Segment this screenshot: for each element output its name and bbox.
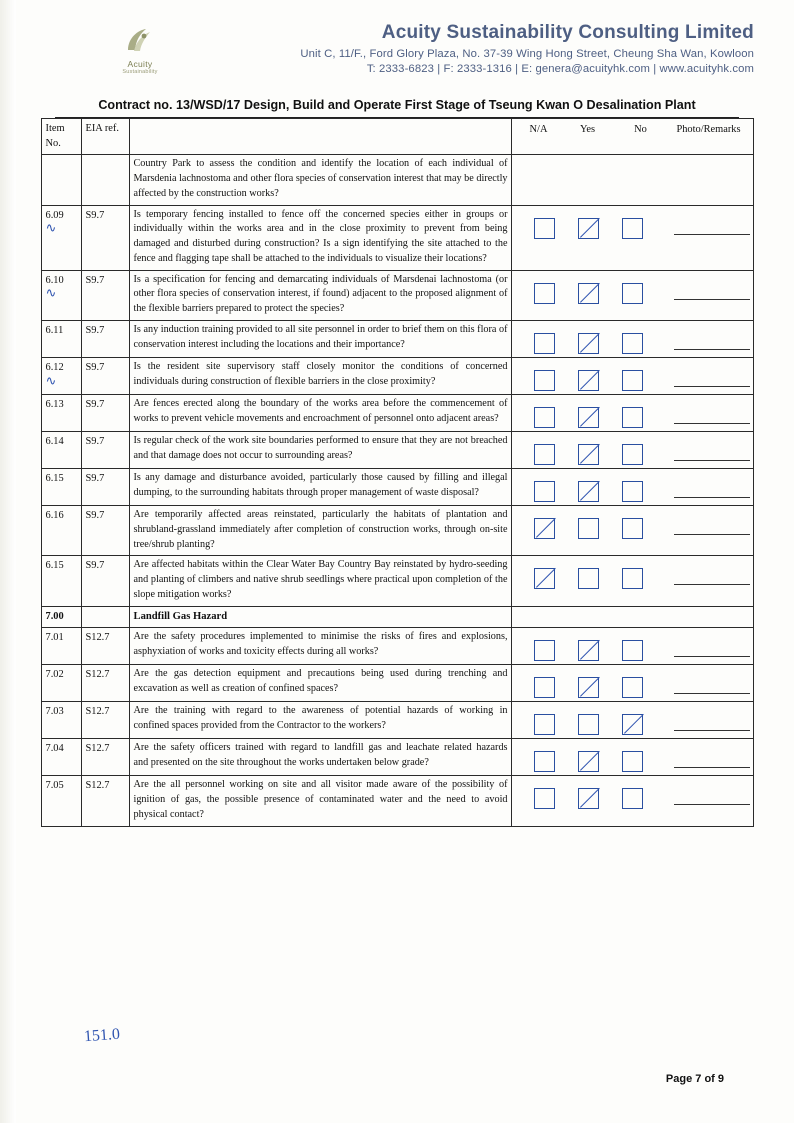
cell-description bbox=[129, 205, 511, 270]
photo-remarks-line[interactable] bbox=[674, 718, 750, 731]
cell-description bbox=[129, 702, 511, 739]
description-line: conservation interest including the locations and their importance? bbox=[133, 338, 405, 350]
checkbox-yes[interactable] bbox=[578, 283, 599, 304]
checkbox-na[interactable] bbox=[534, 370, 555, 391]
cell-answers bbox=[511, 155, 753, 205]
handwritten-note: 151.0 bbox=[83, 1025, 121, 1046]
item-no-text: 7.02 bbox=[45, 669, 64, 681]
checkbox-no[interactable] bbox=[622, 481, 643, 502]
firm-name: Acuity Sustainability Consulting Limited bbox=[381, 22, 754, 43]
checkbox-no[interactable] bbox=[622, 714, 643, 735]
cell-answers bbox=[511, 357, 753, 394]
cell-eia-ref bbox=[81, 628, 129, 665]
photo-remarks-line[interactable] bbox=[674, 644, 750, 657]
cell-answers bbox=[511, 431, 753, 468]
cell-answers bbox=[511, 270, 753, 320]
photo-remarks-line[interactable] bbox=[674, 222, 750, 235]
description-line: Are the safety officers trained with regard to landfill gas and leachate related hazards bbox=[133, 742, 508, 754]
cell-eia-ref bbox=[81, 556, 129, 606]
eia-ref-text: S9.7 bbox=[85, 274, 105, 286]
description-line: Are affected habitats within the Clear Water Bay Country Bay reinstated by hydro-seeding bbox=[133, 559, 508, 571]
checkbox-na[interactable] bbox=[534, 640, 555, 661]
checkbox-na[interactable] bbox=[534, 677, 555, 698]
checkbox-yes[interactable] bbox=[578, 333, 599, 354]
logo-text-sub: Sustainability bbox=[122, 69, 158, 75]
cell-item-no bbox=[41, 606, 81, 628]
description-line: individually within the works area and in the close proximity to prevent from being bbox=[133, 223, 508, 235]
checkbox-no[interactable] bbox=[622, 751, 643, 772]
cell-description bbox=[129, 320, 511, 357]
checkbox-na[interactable] bbox=[534, 714, 555, 735]
cell-item-no bbox=[41, 468, 81, 505]
photo-remarks-line[interactable] bbox=[674, 411, 750, 424]
cell-eia-ref bbox=[81, 394, 129, 431]
photo-remarks-line[interactable] bbox=[674, 572, 750, 585]
eia-ref-text: S9.7 bbox=[85, 361, 105, 373]
description-line: physical contact? bbox=[133, 809, 204, 820]
cell-description bbox=[129, 357, 511, 394]
checkbox-yes[interactable] bbox=[578, 568, 599, 589]
page-number: Page 7 of 9 bbox=[665, 1073, 724, 1085]
photo-remarks-line[interactable] bbox=[674, 792, 750, 805]
item-no-text: 7.05 bbox=[45, 780, 64, 792]
photo-remarks-line[interactable] bbox=[674, 337, 750, 350]
eia-ref-text: S9.7 bbox=[85, 324, 105, 336]
eia-ref-text: S12.7 bbox=[85, 632, 110, 644]
description-line: Are temporarily affected areas reinstated, particularly the habitats of plantation and bbox=[133, 508, 508, 520]
checkbox-na[interactable] bbox=[534, 568, 555, 589]
description-line: Is any damage and disturbance avoided, particularly those caused by filling and illegal bbox=[133, 471, 508, 483]
table-row bbox=[41, 606, 753, 628]
item-no-text: 6.12 bbox=[45, 361, 64, 373]
cell-eia-ref bbox=[81, 606, 129, 628]
description-line: affected by the construction works? bbox=[133, 187, 279, 199]
checkbox-na[interactable] bbox=[534, 333, 555, 354]
checkbox-no[interactable] bbox=[622, 677, 643, 698]
description-line: and that damage does not occur to surrounding areas? bbox=[133, 449, 353, 461]
table-row bbox=[41, 468, 753, 505]
checkbox-yes[interactable] bbox=[578, 788, 599, 809]
header-item-label: Item bbox=[45, 123, 65, 134]
description-line: Is regular check of the work site boundaries performed to ensure that they are not breached bbox=[133, 434, 508, 446]
cell-answers bbox=[511, 776, 753, 826]
checkbox-no[interactable] bbox=[622, 333, 643, 354]
cell-eia-ref bbox=[81, 702, 129, 739]
page-footer bbox=[0, 1073, 794, 1085]
checkbox-no[interactable] bbox=[622, 370, 643, 391]
checkbox-na[interactable] bbox=[534, 407, 555, 428]
cell-answers bbox=[511, 606, 753, 628]
table-row bbox=[41, 270, 753, 320]
company-logo bbox=[108, 24, 172, 82]
handwritten-check-mark: ∿ bbox=[45, 372, 57, 388]
table-row bbox=[41, 556, 753, 606]
checkbox-na[interactable] bbox=[534, 751, 555, 772]
item-no-text: 6.16 bbox=[45, 509, 64, 521]
cell-description bbox=[129, 776, 511, 826]
cell-item-no bbox=[41, 739, 81, 776]
eia-ref-text: S9.7 bbox=[85, 435, 105, 447]
checkbox-no[interactable] bbox=[622, 283, 643, 304]
description-line: and planting of climbers and native shrub seedlings where practical upon completion of the bbox=[133, 574, 508, 586]
cell-answers bbox=[511, 628, 753, 665]
eia-ref-text: S9.7 bbox=[85, 472, 105, 484]
checklist-table bbox=[41, 118, 754, 827]
table-row bbox=[41, 665, 753, 702]
checkbox-yes[interactable] bbox=[578, 518, 599, 539]
checkbox-na[interactable] bbox=[534, 444, 555, 465]
eia-ref-text: S12.7 bbox=[85, 706, 110, 718]
cell-description bbox=[129, 394, 511, 431]
cell-item-no bbox=[41, 505, 81, 555]
eia-ref-text: S12.7 bbox=[85, 780, 110, 792]
checkbox-yes[interactable] bbox=[578, 444, 599, 465]
table-row bbox=[41, 394, 753, 431]
header-no-label: No bbox=[634, 124, 647, 135]
description-line: Is the resident site supervisory staff closely monitor the conditions of concerned bbox=[133, 360, 508, 372]
item-no-text: 6.13 bbox=[45, 398, 64, 410]
photo-remarks-line[interactable] bbox=[674, 287, 750, 300]
description-line: Are the safety procedures implemented to minimise the risks of fires and explosions, bbox=[133, 631, 508, 643]
description-line: Country Park to assess the condition and identify the location of each individual of bbox=[133, 158, 508, 170]
cell-answers bbox=[511, 556, 753, 606]
checkbox-yes[interactable] bbox=[578, 640, 599, 661]
table-row bbox=[41, 702, 753, 739]
checkbox-yes[interactable] bbox=[578, 481, 599, 502]
description-line: and presented on the site throughout the works undertaken below grade? bbox=[133, 757, 429, 769]
checkbox-na[interactable] bbox=[534, 518, 555, 539]
table-row bbox=[41, 628, 753, 665]
header-item bbox=[41, 119, 81, 155]
description-line: individuals during construction of flexible barriers in the close proximity? bbox=[133, 375, 436, 387]
checkbox-no[interactable] bbox=[622, 568, 643, 589]
description-line: dumping, to the surrounding habitats through proper management of waste disposal? bbox=[133, 486, 479, 498]
cell-description bbox=[129, 155, 511, 205]
checkbox-yes[interactable] bbox=[578, 751, 599, 772]
contract-title: Contract no. 13/WSD/17 Design, Build and Operate First Stage of Tseung Kwan O Desalination Plant bbox=[55, 92, 739, 118]
description-line: excavation as well as creation of confined spaces? bbox=[133, 683, 339, 695]
cell-description bbox=[129, 505, 511, 555]
cell-item-no bbox=[41, 394, 81, 431]
description-line: Landfill Gas Hazard bbox=[133, 610, 228, 622]
photo-remarks-line[interactable] bbox=[674, 522, 750, 535]
eia-ref-text: S9.7 bbox=[85, 398, 105, 410]
description-line: damaged and disturbed during construction? Is a sign identifying the site attached to the bbox=[133, 238, 508, 250]
checkbox-yes[interactable] bbox=[578, 407, 599, 428]
item-no-text: 6.14 bbox=[45, 435, 64, 447]
cell-eia-ref bbox=[81, 320, 129, 357]
eia-ref-text: S9.7 bbox=[85, 209, 105, 221]
table-header-row bbox=[41, 119, 753, 155]
cell-description bbox=[129, 606, 511, 628]
checkbox-na[interactable] bbox=[534, 283, 555, 304]
description-line: other flora species of conservation interest, if found) adjacent to the proposed alignment of bbox=[133, 288, 508, 300]
description-line: works to prevent vehicle movements and encroachment of personnel onto adjacent areas? bbox=[133, 412, 499, 424]
cell-answers bbox=[511, 320, 753, 357]
cell-eia-ref bbox=[81, 776, 129, 826]
photo-remarks-line[interactable] bbox=[674, 374, 750, 387]
description-line: ignition of gas, the possible presence of contaminated water and the need to avoid bbox=[133, 794, 508, 806]
cell-eia-ref bbox=[81, 468, 129, 505]
item-no-text: 7.04 bbox=[45, 743, 64, 755]
cell-description bbox=[129, 468, 511, 505]
description-line: tree/shrub planting? bbox=[133, 538, 215, 550]
item-no-text: 6.15 bbox=[45, 560, 64, 572]
table-row bbox=[41, 155, 753, 205]
cell-description bbox=[129, 628, 511, 665]
eia-ref-text: S12.7 bbox=[85, 669, 110, 681]
cell-answers bbox=[511, 665, 753, 702]
checkbox-na[interactable] bbox=[534, 481, 555, 502]
description-line: fence and flagging tape shall be attached to the individuals to visualize their locations? bbox=[133, 252, 487, 264]
cell-eia-ref bbox=[81, 739, 129, 776]
description-line: Are the gas detection equipment and precautions being used during trenching and bbox=[133, 668, 508, 680]
cell-eia-ref bbox=[81, 270, 129, 320]
checkbox-yes[interactable] bbox=[578, 677, 599, 698]
description-line: Is temporary fencing installed to fence off the concerned species either in groups or bbox=[133, 208, 508, 220]
item-no-text: 6.11 bbox=[45, 324, 64, 336]
description-line: Are fences erected along the boundary of the works area before the commencement of bbox=[133, 397, 508, 409]
cell-item-no bbox=[41, 357, 81, 394]
checkbox-na[interactable] bbox=[534, 788, 555, 809]
eia-ref-text: S9.7 bbox=[85, 509, 105, 521]
cell-answers bbox=[511, 394, 753, 431]
cell-eia-ref bbox=[81, 155, 129, 205]
checkbox-no[interactable] bbox=[622, 218, 643, 239]
logo-icon bbox=[120, 24, 160, 58]
checkbox-no[interactable] bbox=[622, 407, 643, 428]
description-line: slope mitigation works? bbox=[133, 588, 232, 600]
header-itemno-label: No. bbox=[45, 138, 61, 150]
cell-answers bbox=[511, 468, 753, 505]
description-line: confined spaces provided from the Contractor to the workers? bbox=[133, 720, 386, 732]
checkbox-yes[interactable] bbox=[578, 714, 599, 735]
checkbox-yes[interactable] bbox=[578, 370, 599, 391]
description-line: Is any induction training provided to all site personnel in order to brief them on this flora of bbox=[133, 323, 508, 335]
item-no-text: 6.10 bbox=[45, 274, 64, 286]
cell-answers bbox=[511, 702, 753, 739]
cell-description bbox=[129, 270, 511, 320]
item-no-text: 7.01 bbox=[45, 632, 64, 644]
photo-remarks-line[interactable] bbox=[674, 448, 750, 461]
item-no-text: 7.03 bbox=[45, 706, 64, 718]
handwritten-check-mark: ∿ bbox=[45, 285, 57, 301]
description-line: shrubland-grassland immediately after completion of construction works, through on-site bbox=[133, 523, 508, 535]
handwritten-check-mark: ∿ bbox=[45, 220, 57, 236]
page-header bbox=[0, 0, 794, 92]
checkbox-no[interactable] bbox=[622, 640, 643, 661]
checkbox-no[interactable] bbox=[622, 518, 643, 539]
cell-item-no bbox=[41, 431, 81, 468]
cell-item-no bbox=[41, 320, 81, 357]
description-line: the flexible barriers prepared to protect the species? bbox=[133, 303, 345, 315]
description-line: Is a specification for fencing and demarcating individuals of Marsdenai lachnostoma (or bbox=[133, 273, 508, 285]
cell-description bbox=[129, 665, 511, 702]
cell-item-no bbox=[41, 205, 81, 270]
cell-eia-ref bbox=[81, 505, 129, 555]
photo-remarks-line[interactable] bbox=[674, 485, 750, 498]
header-description bbox=[129, 119, 511, 155]
cell-item-no bbox=[41, 155, 81, 205]
checkbox-yes[interactable] bbox=[578, 218, 599, 239]
cell-item-no bbox=[41, 776, 81, 826]
checkbox-na[interactable] bbox=[534, 218, 555, 239]
photo-remarks-line[interactable] bbox=[674, 681, 750, 694]
table-row bbox=[41, 357, 753, 394]
description-line: asphyxiation of works and toxicity effects during all works? bbox=[133, 646, 379, 658]
eia-ref-text: S12.7 bbox=[85, 743, 110, 755]
description-line: Are the all personnel working on site and all visitor made aware of the possibility of bbox=[133, 779, 508, 791]
item-no-text: 7.00 bbox=[45, 610, 64, 622]
header-yes-label: Yes bbox=[579, 124, 596, 135]
cell-eia-ref bbox=[81, 357, 129, 394]
cell-item-no bbox=[41, 628, 81, 665]
cell-description bbox=[129, 556, 511, 606]
header-answers bbox=[511, 119, 753, 155]
table-row bbox=[41, 320, 753, 357]
table-row bbox=[41, 505, 753, 555]
logo-text-main: Acuity bbox=[127, 59, 153, 69]
eia-ref-text: S9.7 bbox=[85, 560, 105, 572]
description-line: Are the training with regard to the awareness of potential hazards of working in bbox=[133, 705, 508, 717]
table-row bbox=[41, 776, 753, 826]
scan-edge-shadow bbox=[0, 0, 16, 1123]
photo-remarks-line[interactable] bbox=[674, 755, 750, 768]
description-line: Marsdenia lachnostoma and other flora species of conservation interest that may be directly bbox=[133, 172, 508, 184]
item-no-text: 6.09 bbox=[45, 209, 64, 221]
table-row bbox=[41, 431, 753, 468]
cell-answers bbox=[511, 505, 753, 555]
checkbox-no[interactable] bbox=[622, 444, 643, 465]
firm-address: Unit C, 11/F., Ford Glory Plaza, No. 37-39 Wing Hong Street, Cheung Sha Wan, Kowloon bbox=[300, 48, 754, 60]
header-photo-remarks-label: Photo/Remarks bbox=[676, 124, 741, 135]
firm-contact: T: 2333-6823 | F: 2333-1316 | E: genera@acuityhk.com | www.acuityhk.com bbox=[366, 63, 754, 75]
cell-eia-ref bbox=[81, 205, 129, 270]
cell-item-no bbox=[41, 702, 81, 739]
cell-item-no bbox=[41, 665, 81, 702]
cell-answers bbox=[511, 739, 753, 776]
table-row bbox=[41, 205, 753, 270]
header-eia-ref: EIA ref. bbox=[81, 119, 129, 155]
cell-description bbox=[129, 739, 511, 776]
table-row bbox=[41, 739, 753, 776]
cell-eia-ref bbox=[81, 431, 129, 468]
header-na-label: N/A bbox=[529, 124, 548, 135]
item-no-text: 6.15 bbox=[45, 472, 64, 484]
cell-item-no bbox=[41, 270, 81, 320]
cell-answers bbox=[511, 205, 753, 270]
cell-description bbox=[129, 431, 511, 468]
cell-item-no bbox=[41, 556, 81, 606]
checkbox-no[interactable] bbox=[622, 788, 643, 809]
cell-eia-ref bbox=[81, 665, 129, 702]
